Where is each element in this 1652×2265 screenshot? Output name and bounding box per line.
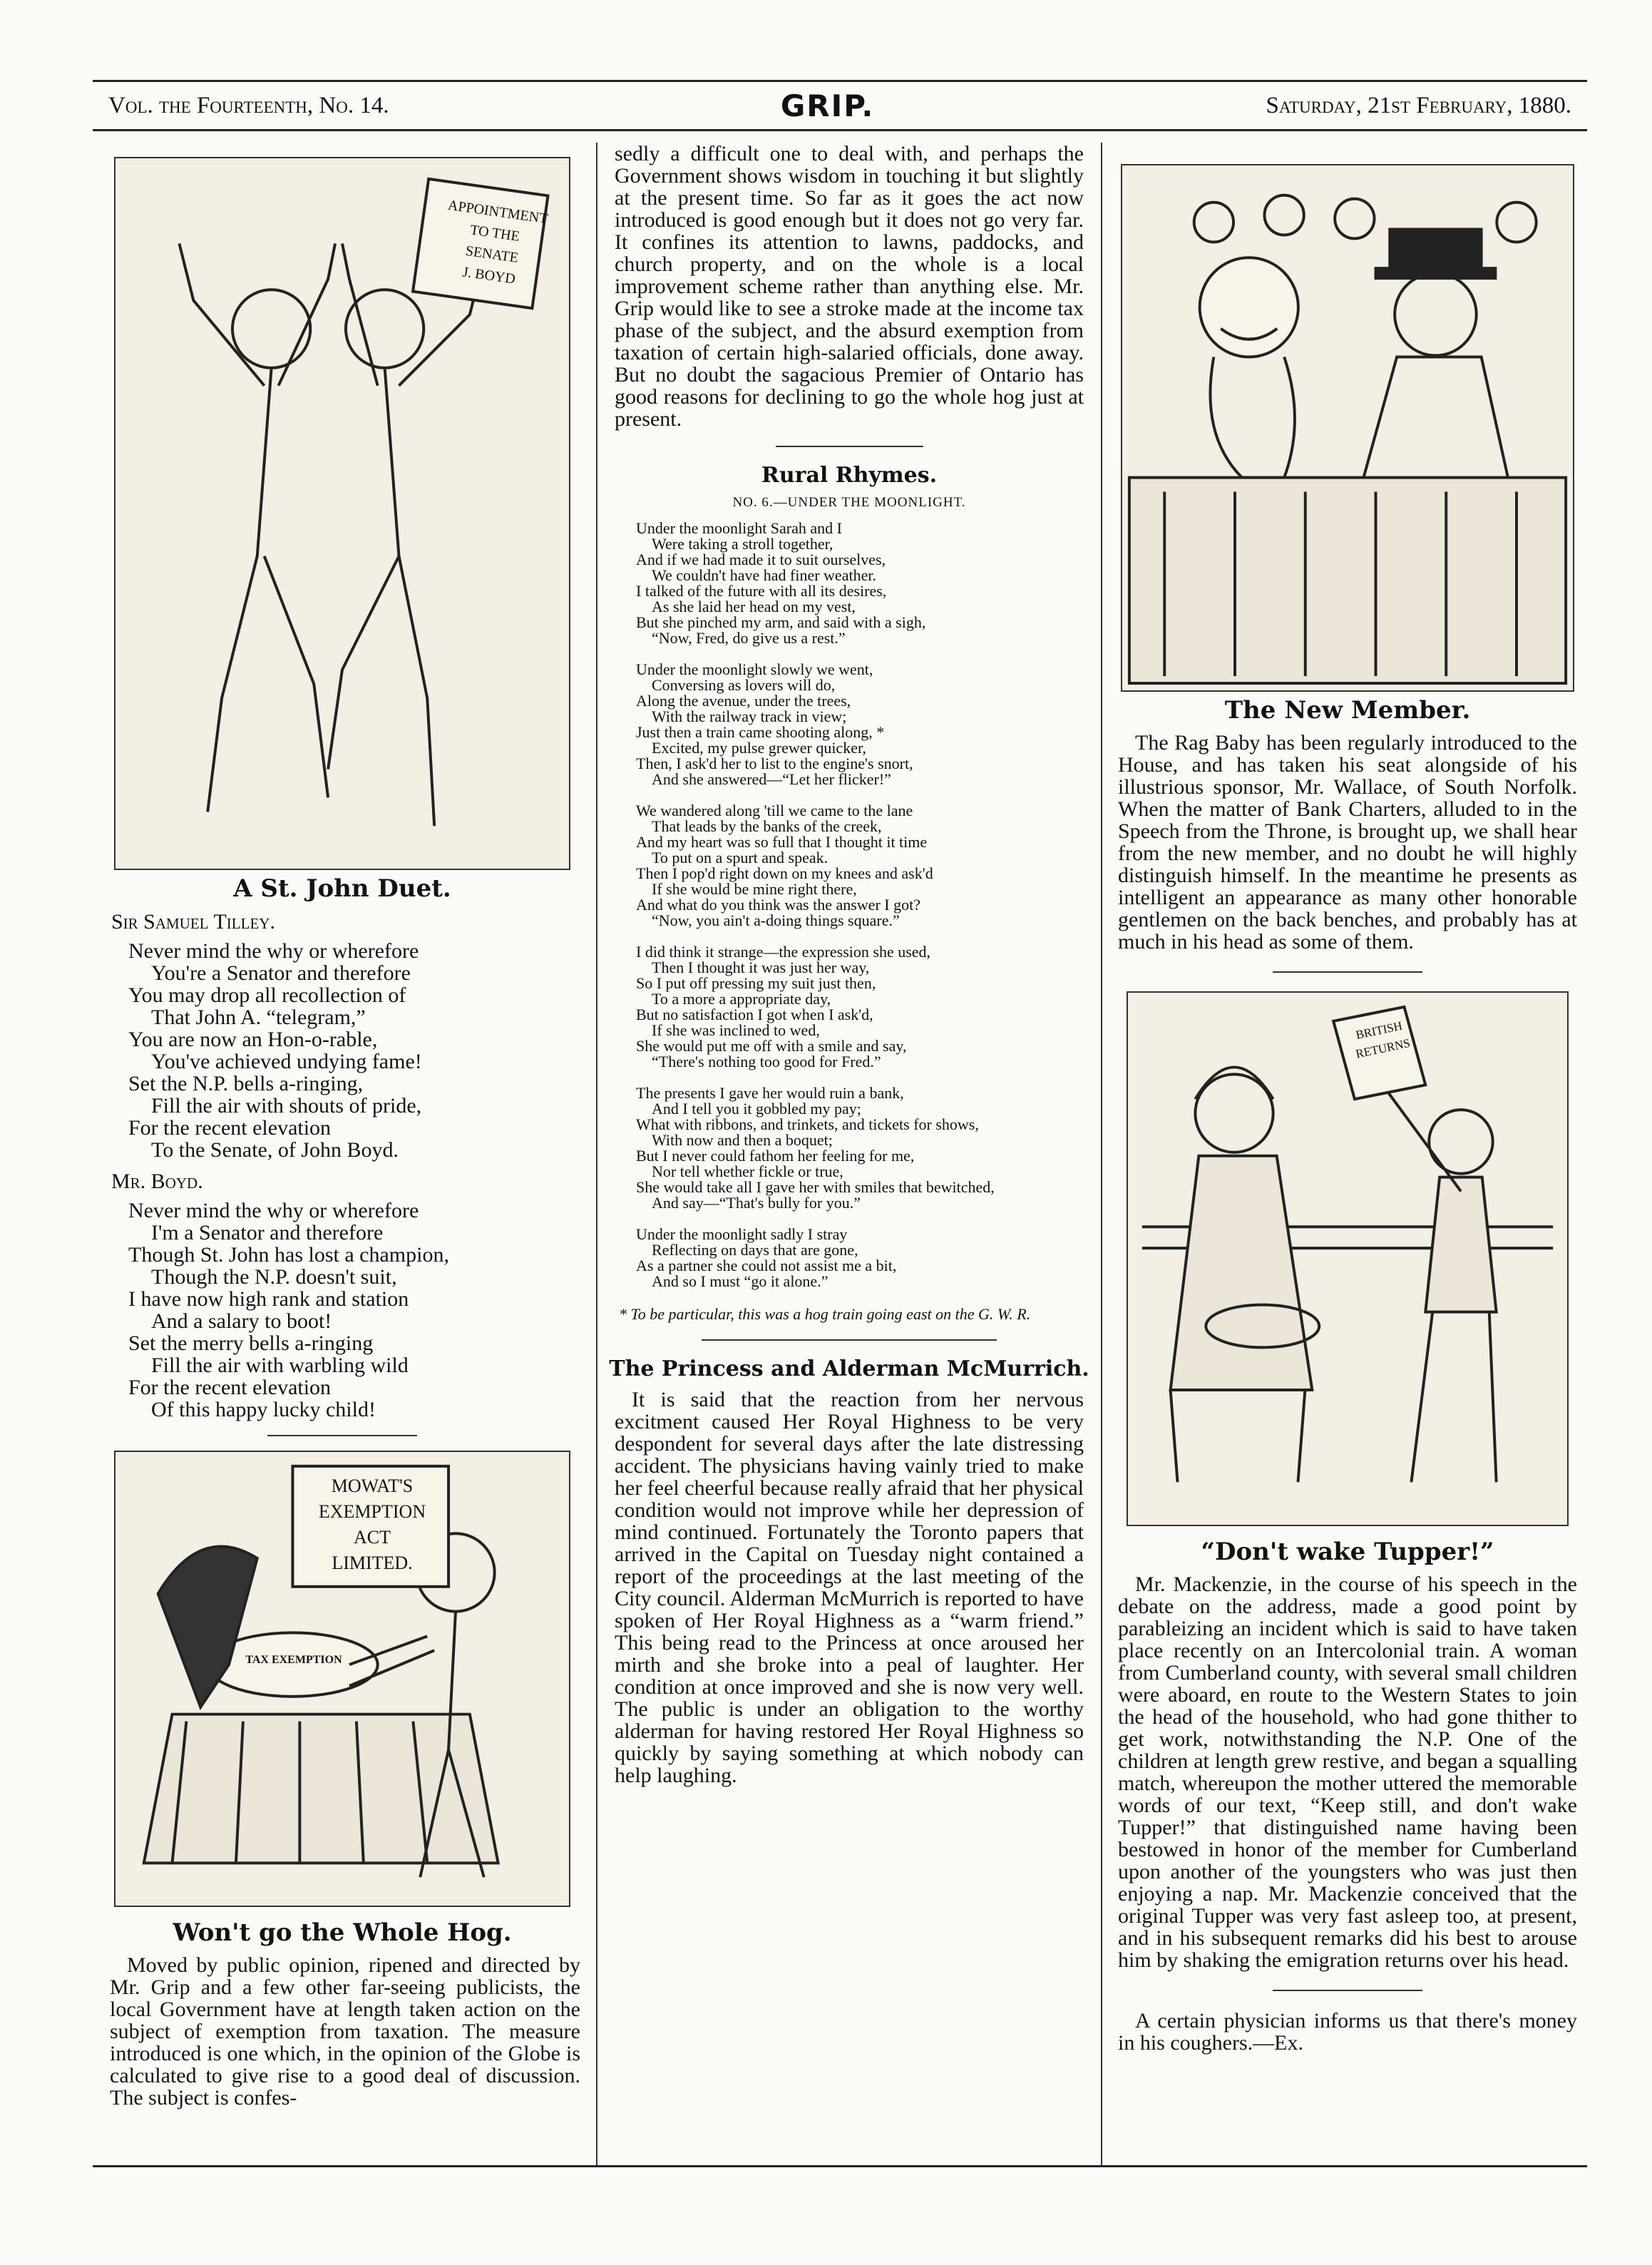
senate-sign <box>434 194 552 294</box>
verse-line: You may drop all recollection of <box>128 983 406 1007</box>
verse-line: Set the N.P. bells a-ringing, <box>128 1072 364 1095</box>
verse-line: I'm a Senator and therefore <box>151 1221 384 1244</box>
rhymes-title: Rural Rhymes. <box>761 463 938 488</box>
poem-line: But no satisfaction I got when I ask'd, <box>636 1006 873 1023</box>
section-rule <box>1273 971 1422 973</box>
sign-line: ACT <box>354 1527 391 1548</box>
poem-stanza-2 <box>636 662 1095 787</box>
new-member-article: The Rag Baby has been regularly introduced to the House, and has taken his seat alongside of his illustrious sponsor, Mr. Wallace, of South Norfolk. When the matter of Bank Charters, alluded to in the Speech from the Throne, is brought up, we shall hear from the new member, and no doubt he will highly distinguish himself. In the meantime he presents as intelligent an appearance as many other honorable gentlemen on the back benches, and probably has at much in his head as some of them. <box>1118 731 1577 953</box>
poem-stanza-4 <box>636 944 1095 1070</box>
sign-line: TO THE <box>468 222 521 245</box>
verse-line: That John A. “telegram,” <box>151 1006 366 1029</box>
speaker-boyd: Mr. Boyd. <box>111 1170 203 1193</box>
column-rule <box>1101 143 1102 2165</box>
column-2 <box>603 143 1095 2165</box>
sign-line: APPOINTMENT <box>446 197 549 227</box>
verse-line: To the Senate, of John Boyd. <box>151 1138 399 1162</box>
hog-cartoon <box>114 1451 570 1907</box>
rhymes-subtitle: NO. 6.—UNDER THE MOONLIGHT. <box>732 495 966 510</box>
poem-line: Conversing as lovers will do, <box>652 676 836 694</box>
paper-line: BRITISH <box>1354 1018 1404 1042</box>
poem-line: To put on a spurt and speak. <box>652 849 828 866</box>
poem-line: Just then a train came shooting along, * <box>636 723 885 741</box>
princess-title: The Princess and Alderman McMurrich. <box>609 1356 1089 1381</box>
poem-line: With now and then a boquet; <box>652 1131 833 1149</box>
poem-line: If she would be mine right there, <box>652 880 857 898</box>
poem-line: And she answered—“Let her flicker!” <box>652 770 891 788</box>
exemption-sign <box>297 1473 447 1576</box>
paper-line: RETURNS <box>1354 1036 1412 1061</box>
columns <box>93 143 1587 2167</box>
publication-title: GRIP. <box>780 88 875 123</box>
hog-title: Won't go the Whole Hog. <box>173 1918 512 1947</box>
poem-line: Then I pop'd right down on my knees and ask'd <box>636 864 933 882</box>
poem-line: Then I thought it was just her way, <box>652 958 870 976</box>
poem-line: “Now, you ain't a-doing things square.” <box>652 911 900 929</box>
tupper-article: Mr. Mackenzie, in the course of his speech in the debate on the address, made a good point by parableizing an incident which is said to have taken place recently on an Intercolonial train. A woman from Cumberland county, with several small children were aboard, en route to the Western States to join the head of the household, who had gone thither to get work, notwithstanding the N.P. One of the children at length grew restive, and began a squalling match, whereupon the mother uttered the memorable words of our text, “Keep still, and don't wake Tupper!” that distinguished name having been bestowed in honor of the member for Cumberland upon another of the youngsters who was just then enjoying a nap. Mr. Mackenzie conceived that the original Tupper was very fast asleep too, at present, and in his subsequent remarks did his best to arouse him by shaking the emigration returns over his head. <box>1118 1573 1577 1972</box>
column-3 <box>1108 143 1587 2165</box>
poem-stanza-5 <box>636 1085 1095 1211</box>
verse-line: Fill the air with shouts of pride, <box>151 1094 422 1118</box>
verse-line: For the recent elevation <box>128 1376 332 1399</box>
sign-line: LIMITED. <box>332 1553 413 1573</box>
poem-line: And if we had made it to suit ourselves, <box>636 551 886 568</box>
poem-line: “There's nothing too good for Fred.” <box>652 1053 881 1070</box>
poem-line: The presents I gave her would ruin a bank, <box>636 1084 904 1102</box>
tupper-title: “Don't wake Tupper!” <box>1201 1538 1494 1566</box>
poem-line: But she pinched my arm, and said with a sigh, <box>636 613 926 631</box>
poem-line: Were taking a stroll together, <box>652 535 833 553</box>
section-rule <box>702 1339 997 1341</box>
verse-line: You are now an Hon-o-rable, <box>128 1028 378 1051</box>
poem-footnote: * To be particular, this was a hog train going east on the G. W. R. <box>619 1305 1031 1323</box>
physician-joke: A certain physician informs us that there's money in his coughers.—Ex. <box>1118 2009 1577 2055</box>
poem-line: Then, I ask'd her to list to the engine's snort, <box>636 755 913 772</box>
column-1 <box>93 143 592 2165</box>
duet-title: A St. John Duet. <box>233 874 451 903</box>
poem-line: Under the moonlight sadly I stray <box>636 1225 848 1243</box>
verse-line: Set the merry bells a-ringing <box>128 1331 374 1355</box>
section-rule <box>776 446 923 447</box>
verse-line: Though the N.P. doesn't suit, <box>151 1265 397 1289</box>
poem-line: Under the moonlight slowly we went, <box>636 660 873 678</box>
dish-label: TAX EXEMPTION <box>245 1654 342 1666</box>
poem-line: If she was inclined to wed, <box>652 1021 820 1039</box>
poem-line: So I put off pressing my suit just then, <box>636 974 876 992</box>
poem-line: Excited, my pulse grewer quicker, <box>652 739 866 757</box>
newspaper-page <box>93 80 1587 2165</box>
poem-line: Under the moonlight Sarah and I <box>636 519 842 537</box>
poem-line: Along the avenue, under the trees, <box>636 692 851 710</box>
poem-line: We wandered along 'till we came to the lane <box>636 802 913 819</box>
section-rule <box>1273 1990 1422 1991</box>
verse-line: Though St. John has lost a champion, <box>128 1243 449 1267</box>
train-carriage-drawing <box>1128 993 1567 1525</box>
new-member-cartoon <box>1121 164 1574 692</box>
poem-line: I talked of the future with all its desires, <box>636 582 887 600</box>
verse-line: Never mind the why or wherefore <box>128 939 419 963</box>
parliament-bench-drawing <box>1122 165 1573 690</box>
verse-line: For the recent elevation <box>128 1116 332 1140</box>
sign-line: MOWAT'S <box>331 1476 414 1496</box>
poem-line: “Now, Fred, do give us a rest.” <box>652 629 846 647</box>
issue-date: Saturday, 21st February, 1880. <box>1266 92 1571 118</box>
speaker-tilley: Sir Samuel Tilley. <box>111 910 275 934</box>
poem-line: She would take all I gave her with smiles that bewitched, <box>636 1178 995 1196</box>
poem-stanza-1 <box>636 521 1095 646</box>
new-member-title: The New Member. <box>1224 696 1471 725</box>
poem-line: And my heart was so full that I thought it time <box>636 833 928 851</box>
poem-line: Nor tell whether fickle or true, <box>652 1162 843 1180</box>
verse-line: Never mind the why or wherefore <box>128 1199 419 1222</box>
poem-line: We couldn't have had finer weather. <box>652 566 876 584</box>
poem-stanza-6 <box>636 1227 1095 1289</box>
tilley-verse <box>128 940 578 1161</box>
poem-line: To a more a appropriate day, <box>652 990 831 1008</box>
tupper-cartoon <box>1127 991 1569 1526</box>
poem-line: And so I must “go it alone.” <box>652 1272 828 1290</box>
verse-line: Fill the air with warbling wild <box>151 1354 409 1377</box>
poem-stanza-3 <box>636 803 1095 929</box>
verse-line: I have now high rank and station <box>128 1287 409 1311</box>
hog-article: Moved by public opinion, ripened and directed by Mr. Grip and a few other far-seeing publicists, the local Government have at length taken action on the subject of exemption from taxation. The measure introduced is one which, in the opinion of the Globe is calculated to give rise to a good deal of discussion. The subject is confes- <box>110 1953 580 2110</box>
sign-line: J. BOYD <box>461 264 517 287</box>
verse-line: Of this happy lucky child! <box>151 1398 376 1421</box>
duet-cartoon <box>114 157 570 870</box>
poem-line: And I tell you it gobbled my pay; <box>652 1100 861 1118</box>
sign-line: SENATE <box>464 242 520 266</box>
volume-number: Vol. the Fourteenth, No. 14. <box>108 92 389 118</box>
verse-line: You've achieved undying fame! <box>151 1050 422 1073</box>
poem-line: And what do you think was the answer I got? <box>636 896 920 914</box>
verse-line: And a salary to boot! <box>151 1309 332 1333</box>
sign-line: EXEMPTION <box>318 1501 426 1522</box>
princess-article: It is said that the reaction from her nervous excitment caused Her Royal Highness to be very despondent for several days after the late distressing accident. The physicians having vainly tried to make her feel cheerful because really afraid that her physical condition would not improve while her depression of mind continued. Fortunately the Toronto papers that arrived in the Capital on Tuesday night contained a report of the proceedings at the last meeting of the City council. Alderman McMurrich is reported to have spoken of Her Royal Highness as a “warm friend.” This being read to the Princess at once aroused her mirth and she broke into a peal of laughter. Her condition at once improved and she is now very well. The public is under an obligation to the worthy alderman for having restored Her Royal Highness so quickly by saying something at which nobody can help laughing. <box>615 1388 1084 1787</box>
poem-line: That leads by the banks of the creek, <box>652 817 882 835</box>
poem-line: Reflecting on days that are gone, <box>652 1241 858 1259</box>
boyd-verse <box>128 1200 578 1421</box>
poem-line: But I never could fathom her feeling for me, <box>636 1147 915 1165</box>
poem-line: And say—“That's bully for you.” <box>652 1194 861 1212</box>
poem-line: I did think it strange—the expression she used, <box>636 943 931 961</box>
verse-line: You're a Senator and therefore <box>151 961 411 985</box>
poem-line: With the railway track in view; <box>652 707 847 725</box>
hog-article-continued: sedly a difficult one to deal with, and perhaps the Government shows wisdom in touching it but slightly at the present time. So far as it goes the act now introduced is good enough but it does not go very far. It confines its attention to lawns, paddocks, and church property, and on the whole is a local improvement scheme rather than anything else. Mr. Grip would like to see a stroke made at the income tax phase of the subject, and the absurd exemption from taxation of certain high-salaried officials, done away. But no doubt the sagacious Premier of Ontario has good reasons for declining to go the whole hog just at present. <box>615 143 1084 431</box>
column-rule <box>596 143 597 2165</box>
section-rule <box>267 1435 417 1436</box>
poem-line: As a partner she could not assist me a bit, <box>636 1257 897 1274</box>
masthead <box>93 80 1587 131</box>
poem-line: She would put me off with a smile and say, <box>636 1037 907 1055</box>
poem-line: As she laid her head on my vest, <box>652 598 856 615</box>
poem-line: What with ribbons, and trinkets, and tickets for shows, <box>636 1115 979 1133</box>
